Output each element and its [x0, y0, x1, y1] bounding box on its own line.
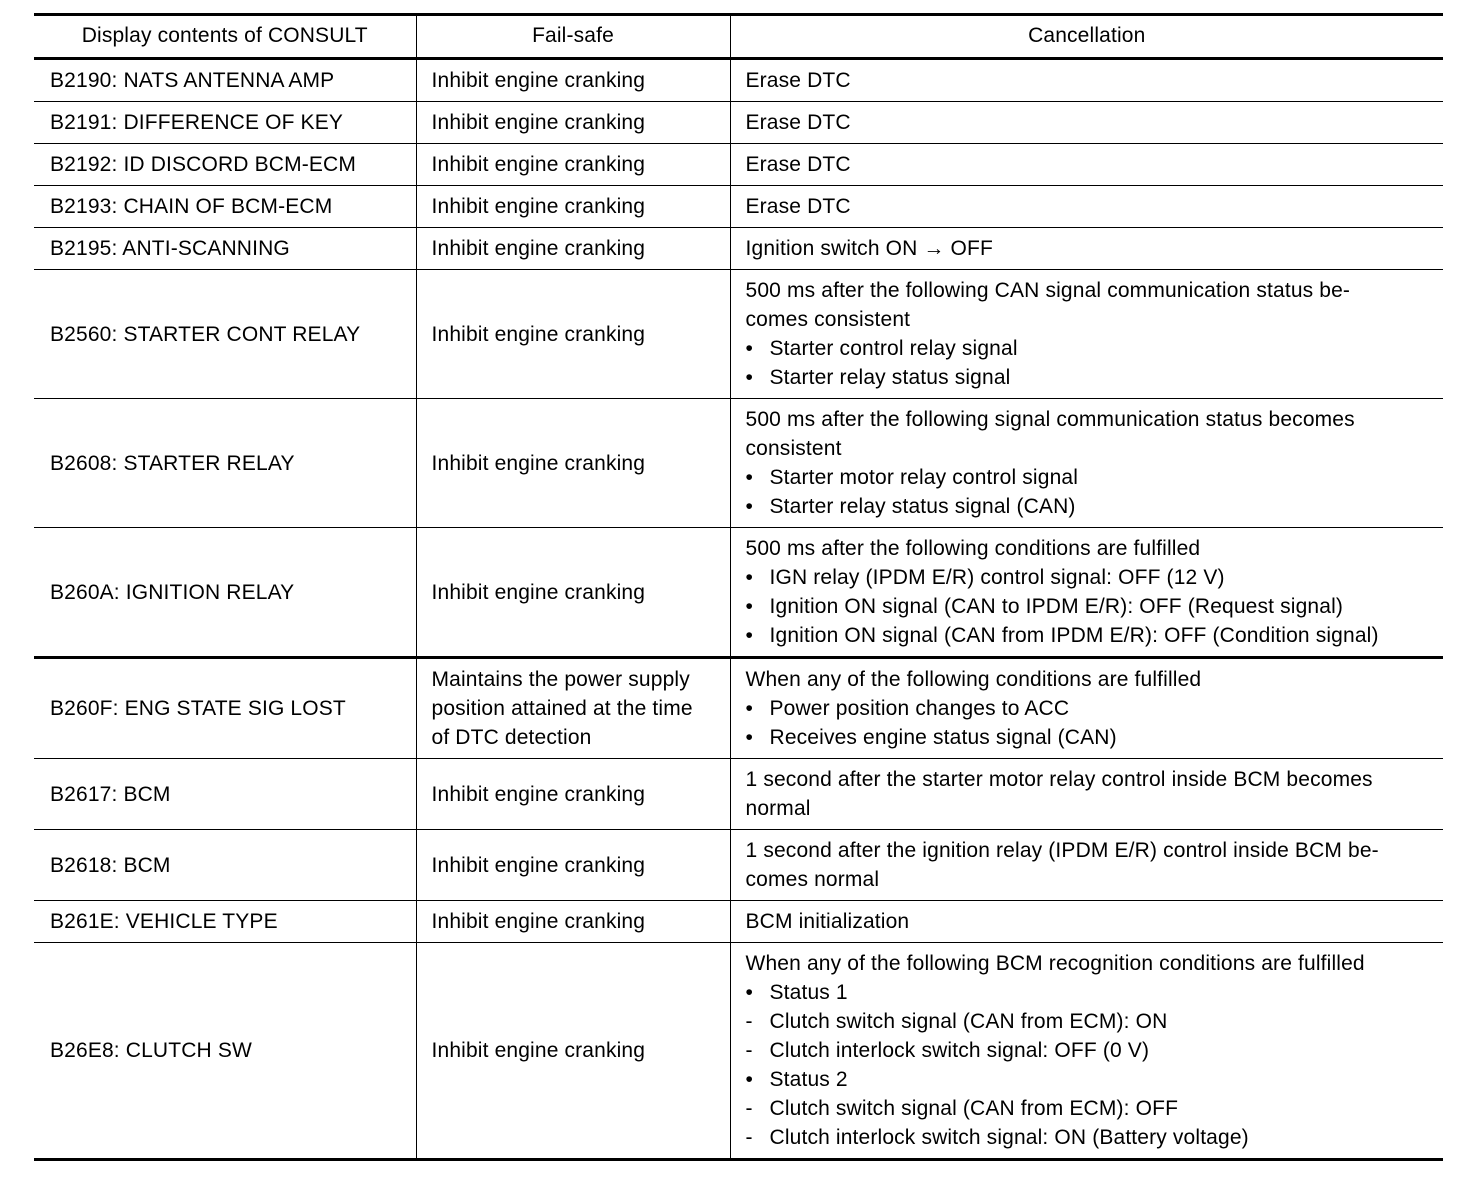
fail-safe-cell	[416, 830, 730, 901]
fail-safe-line: of DTC detection	[431, 726, 592, 749]
display-contents-cell: B2192: ID DISCORD BCM-ECM	[34, 144, 416, 186]
dash-mark: -	[745, 1039, 753, 1062]
fail-safe-cell	[416, 102, 730, 144]
cancellation-cell	[730, 102, 1443, 144]
display-contents-cell: B2195: ANTI-SCANNING	[34, 228, 416, 270]
fail-safe-cell	[416, 901, 730, 943]
bullet-text: Clutch switch signal (CAN from ECM): OFF	[769, 1097, 1179, 1120]
table-row	[34, 399, 1443, 528]
bullet-text: IGN relay (IPDM E/R) control signal: OFF (12 V)	[769, 566, 1225, 589]
cancellation-text-line: normal	[745, 797, 811, 820]
bullet-text: Ignition ON signal (CAN to IPDM E/R): OFF (Request signal)	[769, 595, 1344, 618]
display-contents-cell: B2608: STARTER RELAY	[34, 399, 416, 528]
header-fail-safe: Fail-safe	[416, 15, 730, 59]
cancellation-bullet-item	[746, 978, 1434, 1007]
table-row	[34, 830, 1443, 901]
cancellation-bullet-item	[746, 1094, 1434, 1123]
cancellation-text-line: Ignition switch ON → OFF	[745, 237, 993, 260]
cancellation-bullet-item	[746, 563, 1434, 592]
cancellation-bullet-item	[746, 334, 1434, 363]
table-row	[34, 943, 1443, 1160]
fail-safe-cell	[416, 59, 730, 102]
display-contents-cell: B2190: NATS ANTENNA AMP	[34, 59, 416, 102]
bullet-mark: •	[745, 566, 754, 589]
bullet-text: Starter motor relay control signal	[769, 466, 1079, 489]
fail-safe-line: Inhibit engine cranking	[431, 580, 646, 604]
cancellation-text-line: consistent	[745, 437, 842, 460]
bullet-mark: •	[745, 697, 754, 720]
cancellation-bullet-item	[746, 592, 1434, 621]
table-row	[34, 186, 1443, 228]
display-contents-cell: B2191: DIFFERENCE OF KEY	[34, 102, 416, 144]
cancellation-text-line: Erase DTC	[745, 195, 851, 218]
cancellation-cell	[730, 901, 1443, 943]
fail-safe-line: Inhibit engine cranking	[431, 782, 646, 806]
bullet-text: Starter control relay signal	[769, 337, 1018, 360]
cancellation-bullet-item	[746, 1065, 1434, 1094]
bullet-text: Status 1	[769, 981, 848, 1004]
display-contents-cell: B2560: STARTER CONT RELAY	[34, 270, 416, 399]
fail-safe-cell	[416, 186, 730, 228]
cancellation-bullet-item	[746, 1007, 1434, 1036]
table-row	[34, 658, 1443, 759]
fail-safe-line: Inhibit engine cranking	[431, 853, 646, 877]
bullet-text: Receives engine status signal (CAN)	[769, 726, 1117, 749]
display-contents-cell: B2193: CHAIN OF BCM-ECM	[34, 186, 416, 228]
fail-safe-line: Inhibit engine cranking	[431, 111, 646, 134]
fail-safe-line: Inhibit engine cranking	[431, 69, 646, 92]
bullet-text: Clutch interlock switch signal: OFF (0 V)	[769, 1039, 1150, 1062]
fail-safe-table	[34, 13, 1443, 1161]
display-contents-cell: B26E8: CLUTCH SW	[34, 943, 416, 1160]
cancellation-cell	[730, 186, 1443, 228]
display-contents-cell: B260F: ENG STATE SIG LOST	[34, 658, 416, 759]
cancellation-text-line: Erase DTC	[745, 69, 851, 92]
fail-safe-cell	[416, 270, 730, 399]
cancellation-text-line: 500 ms after the following signal communication status becomes	[745, 408, 1355, 431]
fail-safe-cell	[416, 228, 730, 270]
bullet-mark: •	[745, 366, 754, 389]
cancellation-text-line: When any of the following BCM recognition conditions are fulfilled	[745, 952, 1365, 975]
display-contents-cell: B2618: BCM	[34, 830, 416, 901]
table-row	[34, 59, 1443, 102]
fail-safe-line: position attained at the time	[431, 697, 693, 720]
bullet-text: Status 2	[769, 1068, 848, 1091]
bullet-text: Starter relay status signal (CAN)	[769, 495, 1076, 518]
fail-safe-cell	[416, 399, 730, 528]
bullet-mark: •	[745, 981, 754, 1004]
table-row	[34, 270, 1443, 399]
cancellation-text-line: 500 ms after the following CAN signal communication status be-	[745, 279, 1351, 302]
bullet-mark: •	[745, 595, 754, 618]
cancellation-bullet-item	[746, 1123, 1434, 1152]
cancellation-text-line: comes consistent	[745, 308, 911, 331]
display-contents-cell: B261E: VEHICLE TYPE	[34, 901, 416, 943]
bullet-mark: •	[745, 495, 754, 518]
header-display-contents: Display contents of CONSULT	[34, 15, 416, 59]
table-row	[34, 759, 1443, 830]
fail-safe-line: Inhibit engine cranking	[431, 322, 646, 346]
cancellation-cell	[730, 270, 1443, 399]
table-row	[34, 228, 1443, 270]
fail-safe-line: Maintains the power supply	[431, 668, 690, 691]
dash-mark: -	[745, 1097, 753, 1120]
cancellation-text-line: Erase DTC	[745, 153, 851, 176]
display-contents-cell: B260A: IGNITION RELAY	[34, 528, 416, 658]
cancellation-bullet-item	[746, 694, 1434, 723]
cancellation-cell	[730, 830, 1443, 901]
cancellation-cell	[730, 658, 1443, 759]
cancellation-bullet-item	[746, 363, 1434, 392]
fail-safe-line: Inhibit engine cranking	[431, 1039, 646, 1062]
cancellation-text-line: When any of the following conditions are fulfilled	[745, 668, 1202, 691]
cancellation-cell	[730, 528, 1443, 658]
fail-safe-cell	[416, 144, 730, 186]
table-row	[34, 102, 1443, 144]
bullet-mark: •	[745, 726, 754, 749]
table-body	[34, 59, 1443, 1160]
fail-safe-line: Inhibit engine cranking	[431, 237, 646, 260]
cancellation-cell	[730, 228, 1443, 270]
header-cancellation: Cancellation	[730, 15, 1443, 59]
cancellation-text-line: 500 ms after the following conditions are fulfilled	[745, 537, 1201, 560]
cancellation-bullet-item	[746, 492, 1434, 521]
dash-mark: -	[745, 1126, 753, 1149]
bullet-mark: •	[745, 466, 754, 489]
table-header-row	[34, 15, 1443, 59]
fail-safe-cell	[416, 658, 730, 759]
cancellation-cell	[730, 59, 1443, 102]
cancellation-text-line: Erase DTC	[745, 111, 851, 134]
bullet-mark: •	[745, 337, 754, 360]
table-row	[34, 144, 1443, 186]
cancellation-cell	[730, 399, 1443, 528]
fail-safe-line: Inhibit engine cranking	[431, 910, 646, 933]
bullet-text: Clutch interlock switch signal: ON (Battery voltage)	[769, 1126, 1249, 1149]
cancellation-cell	[730, 144, 1443, 186]
cancellation-text-line: 1 second after the ignition relay (IPDM E/R) control inside BCM be-	[745, 839, 1379, 862]
fail-safe-cell	[416, 759, 730, 830]
bullet-text: Ignition ON signal (CAN from IPDM E/R): OFF (Condition signal)	[769, 624, 1379, 647]
bullet-mark: •	[745, 1068, 754, 1091]
fail-safe-cell	[416, 943, 730, 1160]
cancellation-bullet-item	[746, 1036, 1434, 1065]
cancellation-cell	[730, 943, 1443, 1160]
bullet-mark: •	[745, 624, 754, 647]
cancellation-text-line: comes normal	[745, 868, 880, 891]
fail-safe-line: Inhibit engine cranking	[431, 195, 646, 218]
table-row	[34, 901, 1443, 943]
cancellation-text-line: 1 second after the starter motor relay control inside BCM becomes	[745, 768, 1373, 791]
cancellation-bullet-item	[746, 463, 1434, 492]
bullet-text: Clutch switch signal (CAN from ECM): ON	[769, 1010, 1168, 1033]
bullet-text: Starter relay status signal	[769, 366, 1011, 389]
table-row	[34, 528, 1443, 658]
cancellation-bullet-item	[746, 723, 1434, 752]
cancellation-cell	[730, 759, 1443, 830]
bullet-text: Power position changes to ACC	[769, 697, 1070, 720]
fail-safe-cell	[416, 528, 730, 658]
fail-safe-line: Inhibit engine cranking	[431, 153, 646, 176]
display-contents-cell: B2617: BCM	[34, 759, 416, 830]
cancellation-bullet-item	[746, 621, 1434, 650]
dash-mark: -	[745, 1010, 753, 1033]
cancellation-text-line: BCM initialization	[745, 910, 910, 933]
fail-safe-line: Inhibit engine cranking	[431, 451, 646, 475]
